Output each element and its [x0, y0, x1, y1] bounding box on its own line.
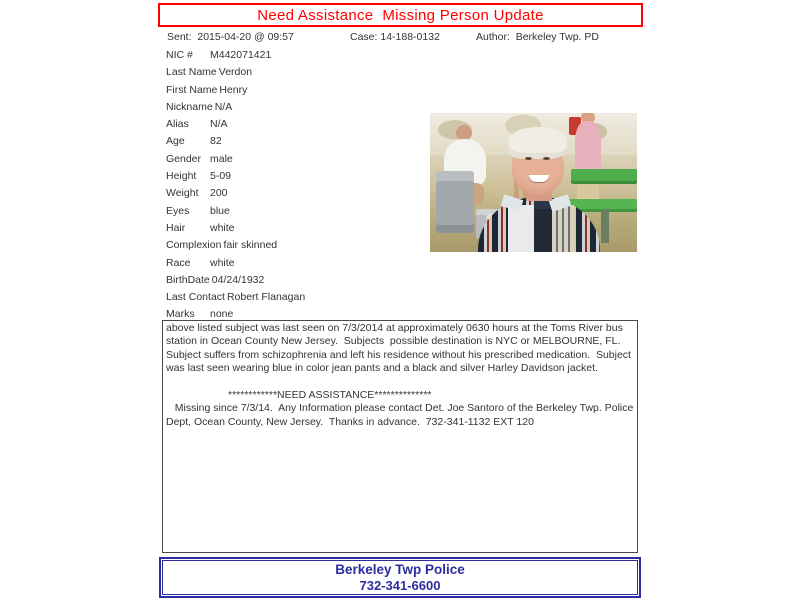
field-label: Eyes [166, 204, 190, 217]
field-label: Hair [166, 221, 186, 234]
photo-picnic-bench-leg [601, 209, 609, 243]
photo-picnic-bench-top [571, 169, 637, 181]
field-label: Race [166, 256, 191, 269]
field-row-height [166, 168, 426, 185]
photo-folding-chair [436, 171, 474, 233]
field-value: none [210, 308, 234, 321]
narrative-paragraph-2: Missing since 7/3/14. Any Information please contact Det. Joe Santoro of the Berkeley Twp. Police Dept, Ocean County, New Jersey. Thanks in advance. 732-341-1132 EXT 120 [166, 402, 637, 428]
field-row-age [166, 133, 426, 150]
field-row-gender [166, 151, 426, 168]
field-label: BirthDate [166, 273, 210, 286]
field-value: Verdon [218, 66, 253, 79]
photo-subject-hair [509, 127, 567, 153]
narrative-paragraph-1: above listed subject was last seen on 7/3/2014 at approximately 0630 hours at the Toms River bus station in Ocean County New Jersey. Subjects possible destination is NYC or MELBOURNE, FL. Subject suffers from schizophrenia and left his residence without his prescribed medication. Subject was last seen wearing blue in color jean pants and a black and silver Harley Davidson jacket. [166, 322, 634, 375]
author-value: Berkeley Twp. PD [515, 31, 599, 43]
photo-background-person-right [575, 121, 601, 171]
field-row-eyes [166, 203, 426, 220]
field-label: First Name [166, 83, 218, 96]
field-value: Henry [219, 83, 248, 96]
sent-label: Sent: [167, 31, 192, 43]
field-row-race [166, 255, 426, 272]
author-label: Author: [476, 31, 510, 43]
photo-subject-shirt-striped-panel [552, 205, 574, 252]
field-row-last-name [166, 64, 426, 81]
photo-subject-shirt-white-panel [508, 205, 534, 252]
need-assistance-line: ************NEED ASSISTANCE************** [228, 389, 432, 402]
case-field [350, 31, 440, 43]
field-row-alias [166, 116, 426, 133]
field-label: Last Contact [166, 291, 225, 304]
field-row-birthdate [166, 272, 426, 289]
photo-subject-shirt-placket [534, 201, 552, 252]
field-row-hair [166, 220, 426, 237]
author-field [476, 31, 599, 43]
photo-subject-eye-left [525, 157, 532, 160]
field-value: N/A [214, 100, 233, 113]
field-row-complexion [166, 237, 426, 254]
field-value: male [210, 152, 233, 165]
agency-phone: 732-341-6600 [359, 578, 441, 593]
field-row-nic [166, 47, 426, 64]
field-row-weight [166, 185, 426, 202]
field-value: fair skinned [223, 239, 278, 252]
alert-title: Need Assistance Missing Person Update [257, 6, 544, 24]
narrative-box [162, 320, 638, 553]
subject-fields [166, 47, 426, 324]
photo-subject-eye-right [543, 157, 550, 160]
field-label: NIC # [166, 49, 193, 61]
field-label: Nickname [166, 100, 213, 113]
field-value: 200 [210, 187, 228, 200]
field-label: Marks [166, 308, 195, 321]
bulletin-meta-row [0, 31, 800, 46]
field-value: M442071421 [210, 49, 272, 61]
field-value: Robert Flanagan [226, 291, 306, 304]
case-value: 14-188-0132 [380, 31, 440, 43]
agency-name: Berkeley Twp Police [335, 562, 465, 577]
field-value: white [210, 256, 235, 269]
narrative-spacer [166, 376, 634, 389]
field-label: Age [166, 135, 185, 148]
field-row-first-name [166, 82, 426, 99]
field-value: N/A [210, 118, 228, 131]
missing-person-photo [430, 113, 637, 252]
agency-footer-inner [162, 560, 638, 595]
field-value: 04/24/1932 [211, 273, 265, 286]
field-value: 5-09 [210, 170, 232, 183]
field-label: Height [166, 170, 197, 183]
field-value: blue [210, 204, 230, 217]
sent-field [167, 31, 294, 43]
field-row-last-contact [166, 289, 426, 306]
case-label: Case: [350, 31, 378, 43]
sent-value: 2015-04-20 @ 09:57 [197, 31, 294, 43]
agency-footer-box [159, 557, 641, 598]
field-label: Gender [166, 152, 202, 165]
alert-title-banner [158, 3, 643, 27]
field-label: Weight [166, 187, 199, 200]
field-row-nickname [166, 99, 426, 116]
field-value: white [210, 221, 235, 234]
field-label: Alias [166, 118, 189, 131]
field-value: 82 [210, 135, 222, 148]
field-label: Last Name [166, 66, 217, 79]
field-label: Complexion [166, 239, 222, 252]
